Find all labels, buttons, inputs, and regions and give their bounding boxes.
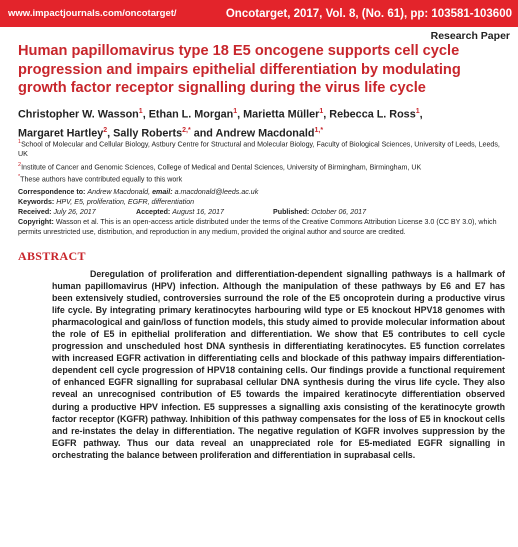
article-title: Human papillomavirus type 18 E5 oncogene supports cell cycle progression and impairs epithelial differentiation by modulating growth factor receptor signalling during the virus life cycle [18,43,461,96]
correspondence-label: Correspondence to: [18,188,86,196]
author-affiliation-mark: 1 [319,108,324,115]
author: Sally Roberts [113,127,183,140]
correspondence-name: Andrew Macdonald, [87,188,151,196]
affiliation [18,161,508,173]
author-conjunction: and [193,127,213,140]
published-date: October 06, 2017 [311,208,367,216]
affiliation-note [18,173,508,185]
affiliation-text: School of Molecular and Cellular Biology, Astbury Centre for Structural and Molecular Biology, Faculty of Biological Sciences, University of Leeds, Leeds, UK [18,140,500,158]
affiliation-mark: 2 [18,162,22,168]
author-affiliation-mark: 2 [103,126,108,134]
affiliation-mark: * [18,174,21,180]
received-date-group [18,208,136,218]
abstract-heading: ABSTRACT [18,249,86,263]
author: Christopher W. Wasson [18,108,139,121]
journal-header-bar [0,0,518,27]
published-label: Published: [273,208,310,216]
author: Andrew Macdonald [215,127,315,140]
author-list: Christopher W. Wasson$^1$, Ethan L. Morgan$^1$, Marietta Müller$^1$, Rebecca L. Ross$^1$, Margaret Hartley$^2$, Sally Roberts$^{2,*}$ and Andrew Macdonald$^{1,*}$ [18,108,423,140]
author: Marietta Müller [243,108,320,121]
copyright [18,218,508,237]
published-date-group [273,208,366,218]
keywords-text: HPV, E5, proliferation, EGFR, differentiation [56,198,195,206]
affiliation-text: These authors have contributed equally to this work [20,175,183,184]
author-affiliation-mark: 1 [233,108,238,115]
received-date: July 26, 2017 [53,208,96,216]
correspondence-email[interactable]: a.macdonald@leeds.ac.uk [174,188,259,196]
abstract-body: Deregulation of proliferation and differentiation-dependent signalling pathways is a hallmark of human papillomavirus (HPV) infection. Although the manipulation of these pathways by E6 and E7 has been extensively studied, controversies surround the role of the E5 oncoprotein during a productive virus life cycle. By integrating primary keratinocytes harbouring wild type or E5 knockout HPV18 genomes with pharmacological and gain/loss of function models, this study aimed to provide molecular information about the role of E5 in epithelial proliferation and differentiation. We show that E5 contributes to cell cycle progression and unscheduled host DNA synthesis in differentiating keratinocytes. E5 function correlates with increased EGFR activation in differentiating cells and blockade of this pathway impairs differentiation-dependent cell cycle progression of HPV18 containing cells. Our findings provide a functional requirement of enhanced EGFR signalling for suprabasal cellular DNA synthesis during the virus life cycle. They also reveal an unrecognised contribution of E5 towards the impaired keratinocyte differentiation observed during a productive HPV infection. E5 suppresses a signalling axis consisting of the keratinocyte growth factor receptor (KGFR) pathway. Inhibition of this pathway compensates for the loss of E5 in knockout cells and re-instates the delay in differentiation. The negative regulation of KGFR involves suppression by the EGFR pathway. Thus our data reveal an unappreciated role for E5-mediated EGFR signalling in orchestrating the balance between proliferation and differentiation in suprabasal cells. [52,269,505,460]
copyright-label: Copyright: [18,218,54,226]
email-label: email: [152,188,173,196]
author: Margaret Hartley [18,127,104,140]
copyright-text: Wasson et al. This is an open-access article distributed under the terms of the Creative Commons Attribution License 3.0 (CC BY 3.0), which permits unrestricted use, distribution, and reproduction in any medium, provided the original author and source are credited. [18,218,497,236]
affiliation [18,138,508,159]
affiliation-text: Institute of Cancer and Genomic Sciences, College of Medical and Dental Sciences, University of Birmingham, Birmingham, UK [21,163,422,172]
received-label: Received: [18,208,52,216]
author-affiliation-mark: 1 [415,108,420,115]
author: Ethan L. Morgan [148,108,234,121]
accepted-date-group [136,208,273,218]
affiliation-mark: 1 [18,139,22,145]
journal-url[interactable]: www.impactjournals.com/oncotarget/ [8,8,177,19]
author-affiliation-mark: 1,* [314,126,324,134]
accepted-label: Accepted: [136,208,171,216]
keywords-label: Keywords: [18,198,55,206]
accepted-date: August 16, 2017 [172,208,224,216]
correspondence [18,188,508,198]
article-type: Research Paper [430,30,510,42]
author-affiliation-mark: 2,* [182,126,191,134]
author: Rebecca L. Ross [329,108,416,121]
keywords [18,198,508,208]
author-affiliation-mark: 1 [138,108,143,115]
article-dates [18,208,508,218]
journal-citation: Oncotarget, 2017, Vol. 8, (No. 61), pp: 103581-103600 [225,7,512,20]
